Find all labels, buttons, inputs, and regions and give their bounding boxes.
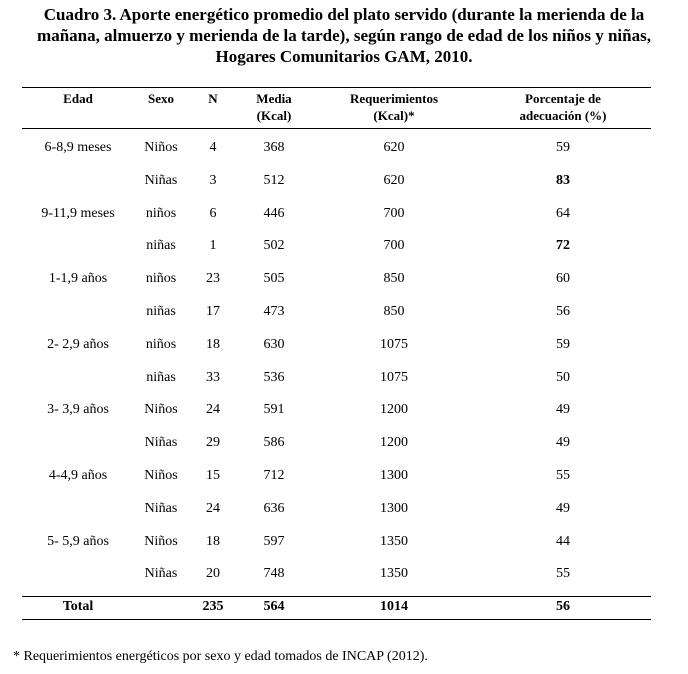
cell-porcentaje: 49 xyxy=(556,435,570,451)
cell-n: 1 xyxy=(209,238,217,254)
cell-media: 748 xyxy=(263,566,285,582)
cell-sexo: Niños xyxy=(144,140,178,155)
header-media-line1: Media xyxy=(256,91,292,106)
cell-media: 502 xyxy=(263,238,285,254)
header-media xyxy=(256,90,291,124)
cell-sexo: Niños xyxy=(144,533,178,549)
cell-edad: 6-8,9 meses xyxy=(44,140,112,155)
cell-n: 4 xyxy=(209,140,217,155)
cell-requerimientos: 700 xyxy=(383,205,405,221)
cell-sexo: Niñas xyxy=(144,500,178,516)
cell-n: 29 xyxy=(206,435,220,451)
header-n: N xyxy=(208,91,218,106)
cell-n: 6 xyxy=(209,205,217,221)
cell-requerimientos: 1075 xyxy=(380,336,408,352)
cell-sexo: niños xyxy=(145,205,177,221)
cell-edad: 1-1,9 años xyxy=(48,271,108,287)
cell-requerimientos: 1300 xyxy=(380,500,408,516)
cell-sexo: niñas xyxy=(146,304,176,319)
cell-n: 17 xyxy=(206,304,220,319)
cell-edad: 3- 3,9 años xyxy=(47,402,109,418)
cell-porcentaje: 59 xyxy=(556,336,570,352)
cell-n: 18 xyxy=(206,336,220,352)
cell-requerimientos: 850 xyxy=(383,271,405,287)
cell-requerimientos: 620 xyxy=(383,140,405,155)
cell-porcentaje: 44 xyxy=(556,533,570,549)
cell-n: 18 xyxy=(206,533,220,549)
footnote: * Requerimientos energéticos por sexo y edad tomados de INCAP (2012). xyxy=(13,649,428,664)
cell-media: 630 xyxy=(263,336,285,352)
total-n: 235 xyxy=(202,599,224,614)
cell-sexo: niños xyxy=(145,336,177,352)
caption-line-2: mañana, almuerzo y merienda de la tarde), según rango de edad de los niños y niñas, xyxy=(37,26,651,45)
cell-media: 505 xyxy=(263,271,285,287)
cell-media: 636 xyxy=(263,500,285,516)
cell-requerimientos: 1075 xyxy=(380,369,408,385)
header-porcentaje xyxy=(519,90,606,124)
cell-requerimientos: 850 xyxy=(383,304,405,319)
cell-media: 512 xyxy=(263,172,285,188)
header-pct-line1: Porcentaje de xyxy=(525,91,601,106)
cell-media: 446 xyxy=(263,205,285,221)
header-pct-line2: adecuación (%) xyxy=(519,108,607,123)
cell-sexo: Niñas xyxy=(144,435,178,451)
header-req-line2: (Kcal)* xyxy=(373,108,415,123)
header-edad: Edad xyxy=(63,91,93,106)
total-top-rule xyxy=(22,596,651,597)
header-media-line2: (Kcal) xyxy=(256,108,292,123)
header-req-line1: Requerimientos xyxy=(349,91,439,106)
cell-porcentaje: 50 xyxy=(556,369,570,385)
cell-n: 15 xyxy=(206,468,220,483)
table-bottom-rule xyxy=(22,619,651,620)
cell-n: 23 xyxy=(206,271,220,287)
header-requerimientos xyxy=(350,90,438,124)
caption-line-1: Cuadro 3. Aporte energético promedio del plato servido (durante la merienda de la xyxy=(43,5,645,24)
total-media: 564 xyxy=(263,599,285,614)
cell-porcentaje: 64 xyxy=(556,205,570,221)
cell-porcentaje: 83 xyxy=(556,172,570,188)
table-top-rule xyxy=(22,87,651,88)
cell-requerimientos: 1350 xyxy=(380,566,408,582)
cell-porcentaje: 55 xyxy=(556,468,570,483)
total-label: Total xyxy=(62,599,94,614)
cell-porcentaje: 60 xyxy=(556,271,570,287)
cell-porcentaje: 72 xyxy=(556,238,570,254)
caption-line-3: Hogares Comunitarios GAM, 2010. xyxy=(215,47,473,66)
cell-edad: 9-11,9 meses xyxy=(41,205,115,221)
cell-sexo: Niñas xyxy=(144,172,178,188)
cell-n: 20 xyxy=(206,566,220,582)
cell-n: 3 xyxy=(209,172,217,188)
cell-requerimientos: 1200 xyxy=(380,402,408,418)
cell-edad: 4-4,9 años xyxy=(48,468,108,483)
cell-sexo: Niños xyxy=(144,402,178,418)
total-pct: 56 xyxy=(556,599,570,614)
header-bottom-rule xyxy=(22,128,651,129)
cell-edad: 2- 2,9 años xyxy=(47,336,109,352)
cell-media: 586 xyxy=(263,435,285,451)
cell-n: 24 xyxy=(206,500,220,516)
cell-requerimientos: 620 xyxy=(383,172,405,188)
cell-sexo: niños xyxy=(145,271,177,287)
cell-media: 597 xyxy=(263,533,285,549)
cell-porcentaje: 49 xyxy=(556,500,570,516)
cell-requerimientos: 700 xyxy=(383,238,405,254)
cell-porcentaje: 49 xyxy=(556,402,570,418)
cell-sexo: Niñas xyxy=(144,566,178,582)
cell-porcentaje: 55 xyxy=(556,566,570,582)
header-sexo: Sexo xyxy=(148,91,174,106)
cell-porcentaje: 56 xyxy=(556,304,570,319)
cell-requerimientos: 1350 xyxy=(380,533,408,549)
cell-requerimientos: 1200 xyxy=(380,435,408,451)
total-req: 1014 xyxy=(380,599,408,614)
cell-media: 368 xyxy=(263,140,285,155)
cell-requerimientos: 1300 xyxy=(380,468,408,483)
cell-media: 591 xyxy=(263,402,285,418)
cell-sexo: niñas xyxy=(146,369,176,385)
cell-porcentaje: 59 xyxy=(556,140,570,155)
cell-n: 24 xyxy=(206,402,220,418)
cell-media: 712 xyxy=(263,468,285,483)
cell-sexo: niñas xyxy=(146,238,176,254)
table-caption xyxy=(0,4,688,67)
cell-sexo: Niños xyxy=(144,468,178,483)
cell-n: 33 xyxy=(206,369,220,385)
cell-edad: 5- 5,9 años xyxy=(47,533,109,549)
cell-media: 536 xyxy=(263,369,285,385)
cell-media: 473 xyxy=(263,304,285,319)
